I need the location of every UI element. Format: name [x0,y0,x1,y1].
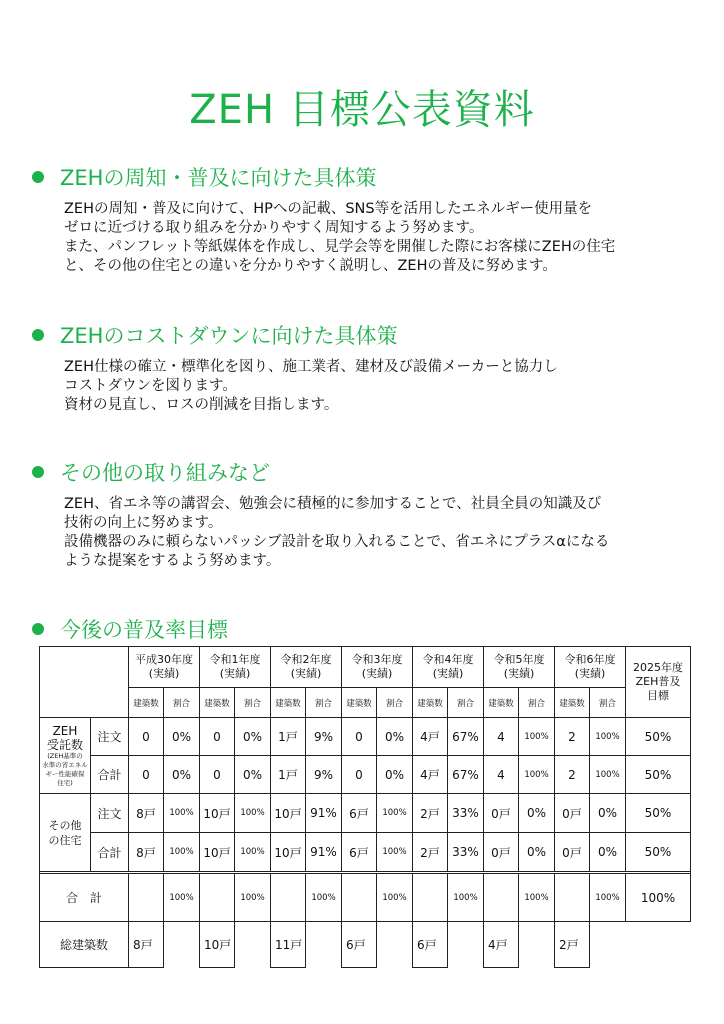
bullet-icon [32,623,44,635]
ratio-cell: 100% [377,874,413,922]
count-cell: 4戸 [413,718,448,756]
section-heading-other [32,457,270,487]
ratio-cell: 100% [519,874,555,922]
ratio-cell: 100% [519,756,555,794]
section-body-promotion [64,200,615,276]
paragraph-line: コストダウンを図ります。 [64,378,237,394]
section-body-costdown [64,358,558,415]
paragraph-line: 技術の向上に努めます。 [64,515,223,531]
count-cell: 4 [484,718,519,756]
count-cell: 8戸 [129,833,164,872]
col-count-header: 建築数 [484,688,519,718]
ratio-cell: 100% [590,874,626,922]
count-cell: 10戸 [271,833,306,872]
ratio-cell: 100% [448,874,484,922]
section-heading-costdown [32,320,397,350]
target-cell: 50% [626,794,691,833]
count-cell: 0 [129,756,164,794]
year-header: 令和3年度 (実績) [342,647,413,688]
col-count-header: 建築数 [200,688,235,718]
subtotal-label: 合計 [91,756,129,794]
ratio-cell: 0% [235,718,271,756]
count-cell [413,874,448,922]
target-cell: 100% [626,874,691,922]
year-header: 令和6年度 (実績) [555,647,626,688]
ratio-cell: 0% [519,794,555,833]
ratio-cell: 0% [235,756,271,794]
count-cell: 4戸 [413,756,448,794]
count-cell [129,874,164,922]
ratio-cell: 91% [306,794,342,833]
section-heading-target [32,614,228,644]
year-header: 令和2年度 (実績) [271,647,342,688]
year-header: 令和1年度 (実績) [200,647,271,688]
count-cell [484,874,519,922]
col-count-header: 建築数 [342,688,377,718]
section-heading-promotion [32,162,376,192]
total-builds-label: 総建築数 [40,922,129,968]
paragraph-line: 設備機器のみに頼らないパッシブ設計を取り入れることで、省エネにプラスαになる [64,534,610,550]
count-cell: 0戸 [555,794,590,833]
count-cell: 2戸 [413,833,448,872]
paragraph-line: また、パンフレット等紙媒体を作成し、見学会等を開催した際にお客様にZEHの住宅 [64,239,616,255]
ratio-cell: 0% [377,756,413,794]
count-cell [555,874,590,922]
ratio-cell: 0% [590,833,626,872]
count-cell: 8戸 [129,922,164,968]
ratio-cell: 100% [164,794,200,833]
count-cell: 11戸 [271,922,306,968]
paragraph-line: と、その他の住宅との違いを分かりやすく説明し、ZEHの普及に努めます。 [64,258,557,274]
other-row-label: その他 の住宅 [40,794,91,872]
page-title: ZEH 目標公表資料 [189,87,535,133]
col-count-header: 建築数 [413,688,448,718]
count-cell: 6戸 [342,833,377,872]
blank-cell [306,922,342,968]
count-cell: 1戸 [271,756,306,794]
paragraph-line: ZEH仕様の確立・標準化を図り、施工業者、建材及び設備メーカーと協力し [64,359,558,375]
count-cell: 10戸 [200,794,235,833]
section-body-other [64,495,609,571]
order-label: 注文 [91,794,129,833]
count-cell [200,874,235,922]
count-cell: 0戸 [484,794,519,833]
ratio-cell: 0% [590,794,626,833]
bullet-icon [32,329,44,341]
header-blank [40,647,129,718]
count-cell: 10戸 [200,833,235,872]
ratio-cell: 100% [235,794,271,833]
ratio-cell: 33% [448,833,484,872]
count-cell: 0戸 [555,833,590,872]
order-label: 注文 [91,718,129,756]
count-cell: 2戸 [413,794,448,833]
count-cell: 0 [200,756,235,794]
ratio-cell: 0% [519,833,555,872]
ratio-cell: 67% [448,718,484,756]
ratio-cell: 100% [164,833,200,872]
table-row-other-total [40,833,691,872]
ratio-cell: 100% [519,718,555,756]
target-cell: 50% [626,756,691,794]
ratio-cell: 33% [448,794,484,833]
target-cell: 50% [626,833,691,872]
col-ratio-header: 割合 [377,688,413,718]
ratio-cell: 0% [377,718,413,756]
count-cell: 0 [342,756,377,794]
ratio-cell: 67% [448,756,484,794]
count-cell: 6戸 [413,922,448,968]
subtotal-label: 合計 [91,833,129,872]
ratio-cell: 100% [590,718,626,756]
blank-cell [519,922,555,968]
paragraph-line: ZEHの周知・普及に向けて、HPへの記載、SNS等を活用したエネルギー使用量を [64,201,593,217]
count-cell: 6戸 [342,794,377,833]
blank-cell [235,922,271,968]
col-ratio-header: 割合 [448,688,484,718]
count-cell: 1戸 [271,718,306,756]
ratio-cell: 100% [235,874,271,922]
count-cell [271,874,306,922]
col-ratio-header: 割合 [590,688,626,718]
target-header: 2025年度 ZEH普及 目標 [626,647,691,718]
year-header: 平成30年度 (実績) [129,647,200,688]
ratio-cell: 100% [164,874,200,922]
bullet-icon [32,466,44,478]
col-ratio-header: 割合 [519,688,555,718]
target-rate-table [39,646,691,968]
count-cell: 10戸 [200,922,235,968]
paragraph-line: ゼロに近づける取り組みを分かりやすく周知するよう努めます。 [64,220,484,236]
ratio-cell: 9% [306,756,342,794]
col-ratio-header: 割合 [164,688,200,718]
count-cell: 2 [555,756,590,794]
ratio-cell: 100% [235,833,271,872]
target-cell: 50% [626,718,691,756]
count-cell: 2戸 [555,922,590,968]
col-ratio-header: 割合 [235,688,271,718]
count-cell: 6戸 [342,922,377,968]
col-count-header: 建築数 [555,688,590,718]
year-header: 令和5年度 (実績) [484,647,555,688]
grand-total-label: 合 計 [40,874,129,922]
count-cell: 0 [342,718,377,756]
count-cell: 2 [555,718,590,756]
col-ratio-header: 割合 [306,688,342,718]
bullet-icon [32,171,44,183]
table-row-grand-total [40,874,691,922]
blank-cell [164,922,200,968]
table-row-zeh-total [40,756,691,794]
section-heading-text: ZEHのコストダウンに向けた具体策 [60,324,398,348]
ratio-cell: 100% [377,833,413,872]
table-row-other-order [40,794,691,833]
paragraph-line: 資材の見直し、ロスの削減を目指します。 [64,397,339,413]
ratio-cell: 0% [164,718,200,756]
blank-cell [626,922,691,968]
count-cell [342,874,377,922]
ratio-cell: 100% [590,756,626,794]
table-row-zeh-order [40,718,691,756]
count-cell: 4戸 [484,922,519,968]
blank-cell [377,922,413,968]
blank-cell [448,922,484,968]
ratio-cell: 100% [306,874,342,922]
count-cell: 0戸 [484,833,519,872]
count-cell: 0 [200,718,235,756]
year-header: 令和4年度 (実績) [413,647,484,688]
count-cell: 4 [484,756,519,794]
ratio-cell: 100% [377,794,413,833]
count-cell: 10戸 [271,794,306,833]
section-heading-text: その他の取り組みなど [60,461,270,485]
blank-cell [590,922,626,968]
table-row-total-builds [40,922,691,968]
col-count-header: 建築数 [129,688,164,718]
paragraph-line: ような提案をするよう努めます。 [64,553,281,569]
paragraph-line: ZEH、省エネ等の講習会、勉強会に積極的に参加することで、社員全員の知識及び [64,496,602,512]
col-count-header: 建築数 [271,688,306,718]
count-cell: 8戸 [129,794,164,833]
section-heading-text: 今後の普及率目標 [60,618,228,642]
zeh-row-label: ZEH 受託数 (ZEH基準の 水準の省エネル ギー性能確保 住宅) [40,718,91,794]
ratio-cell: 0% [164,756,200,794]
section-heading-text: ZEHの周知・普及に向けた具体策 [60,166,377,190]
ratio-cell: 91% [306,833,342,872]
count-cell: 0 [129,718,164,756]
ratio-cell: 9% [306,718,342,756]
